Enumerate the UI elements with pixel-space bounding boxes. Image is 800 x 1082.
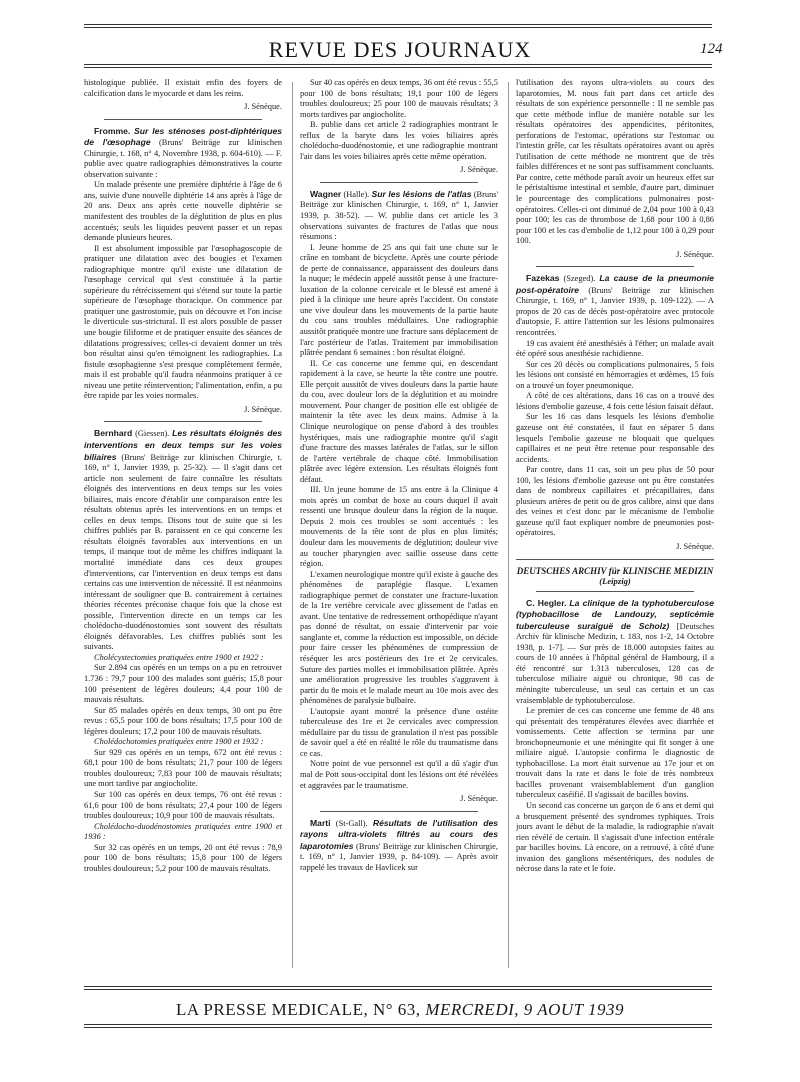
continued-text: Sur 40 cas opérés en deux temps, 36 ont été revus : 55,5 pour 100 de bons résultats; 19,1 pour 100 de légers troubles douloureux; 25 pour 100 de mauvais résultats; 3 morts tardives par angiocholite. — [300, 78, 498, 119]
stats-heading: Cholédochotomies pratiquées entre 1900 et 1932 : — [94, 737, 264, 747]
author-signature: J. Sénèque. — [244, 404, 282, 414]
stats-heading: Cholédocho-duodénostomies pratiquées entre 1900 et 1936 : — [84, 821, 282, 842]
article-place: (St-Gall). — [335, 818, 368, 828]
column-1 — [84, 78, 282, 970]
paragraph: A côté de ces altérations, dans 16 cas on a trouvé des lésions d'embolie gazeuse, 4 fois cette lésion faisait défaut. — [516, 391, 714, 411]
separator — [320, 811, 478, 812]
stats-text: Sur 929 cas opérés en un temps, 672 ont été revus : 68,1 pour 100 de bons résultats; 21,7 pour 100 de légers troubles douloureux; 7,83 pour 100 de mauvais résultats; une mort tardive par angiocholite. — [84, 747, 282, 789]
footer-journal: LA PRESSE MEDICALE, N° 63, — [175, 1000, 421, 1019]
article-reference: (Bruns' Beiträge zur klinischen Chirurgie, t. 169, n° 1, Janvier 1939, p. 84-109). — Après avoir rappelé les travaux de Havlicek sur — [300, 841, 498, 872]
top-rule-2 — [84, 27, 712, 28]
separator — [536, 266, 694, 267]
running-footer — [0, 1000, 800, 1020]
footer-rule — [84, 986, 712, 987]
article-author: Bernhard — [94, 428, 133, 439]
article-reference: [Deutsches Archiv für klinische Medizin, t. 183, nos 1-2, 14 Octobre 1938, p. 1-7]. — Sur près de 18.000 autopsies faites au cours de 10 années à l'hôpital général de Hambourg, il a été rencontré sur 1.313 tuberculoses, 128 cas de tuberculose miliaire aiguë ou chronique, 98 cas de méningite tuberculeuse, un seul cas certain et un cas vraisemblable de typhotuberculose. — [516, 621, 714, 705]
author-signature: J. Sénèque. — [244, 102, 282, 112]
author-signature: J. Sénèque. — [460, 794, 498, 804]
footer-rule-3 — [84, 1024, 712, 1025]
article-fazekas — [516, 273, 714, 338]
separator — [536, 591, 694, 592]
article-hegler — [516, 598, 714, 706]
article-title: Les résultats éloignés des interventions en deux temps sur les voies biliaires — [84, 428, 282, 462]
column-2 — [300, 78, 498, 970]
article-columns — [84, 78, 714, 970]
paragraph: L'autopsie ayant montré la présence d'une ostéite tuberculeuse des 1re et 2e cervicales avec compression médullaire par du tissu de granulation il n'est pas possible de savoir quel a été en réalité le rôle du traumatisme dans ce cas. — [300, 706, 498, 758]
stats-text: Sur 32 cas opérés en un temps, 20 ont été revus : 78,9 pour 100 de bons résultats; 15,8 pour 100 de légers troubles douloureux; 5,2 pour 100 de mauvais résultats. — [84, 842, 282, 873]
article-reference: (Bruns' Beiträge zur klinischen Chirurgie, t. 169, n° 1, Janvier 1939, p. 25-32). — Il s'agit dans cet article non seulement de faire connaître les résultats éloignés des interventions en deux temps sur les voies biliaires, mais encore d'établir une comparaison entre les résultats obtenus après les interventions en un temps et celles en deux temps. Disons tout de suite que si les chiffres publiés par B. paraissent en ce qui concerne les résultats éloignés favorables aux interventions en un temps, il manque tout de même les chiffres indiquant la mortalité immédiate dans ces deux groupes d'interventions, car l'intervention en deux temps est dans certains cas une intervention de nécessité. Il est néanmoins intéressant de souligner que B. contrairement à certaines théories récentes préconise chaque fois que la chose est possible, l'intervention directe en un temps car les cholédocho-duodénostomies sont souvent des résultats éloignés défavorables. Les chiffres publiés sont les suivants. — [84, 452, 282, 652]
article-title: La cause de la pneumonie post-opératoire — [516, 273, 714, 295]
article-author: Wagner — [310, 188, 342, 199]
paragraph: Par contre, dans 11 cas, soit un peu plus de 50 pour 100, les lésions d'embolie gazeuse ont pu être constatées dans de nombreux capillaires et précapillaires, dans plusieurs artères de petit ou de gros calibre, ainsi que dans des veines et c'est donc par le mécanisme de l'embolie gazeuse qu'il faut expliquer nombre de pneumonies post-opératoires. — [516, 465, 714, 538]
footer-rule-4 — [84, 1027, 712, 1028]
article-author: C. Hegler. — [526, 597, 567, 608]
paragraph: I. Jeune homme de 25 ans qui fait une chute sur le crâne en tombant de bicyclette. Après une courte période de perte de connaissance, apparaissent des douleurs dans la nuque; le médecin appelé aussitôt pense à une fracture-luxation de la colonne cervicale et le blessé est amené à pied à la clinique une heure après l'accident. On constate une vive douleur dans les mouvements de la partie haute du cou sans troubles médullaires. Une radiographie aussitôt pratiquée montre une fracture sans déplacement de l'arc postérieur de l'atlas. Traitement par immobilisation plâtrée pendant 6 semaines : bon résultat éloigné. — [300, 242, 498, 358]
separator — [104, 119, 262, 120]
section-subtitle: (Leipzig) — [599, 576, 631, 587]
paragraph: Sur ces 20 décès ou complications pulmonaires, 5 fois les lésions ont consisté en hémorragies et œdèmes, 15 fois on a trouvé un foyer pneumonique. — [516, 359, 714, 390]
paragraph: Le premier de ces cas concerne une femme de 48 ans qui présentait des températures élevées avec diarrhée et vomissements. Cette affection se termina par une bronchopneumonie et une méningite qui fit songer à une miliaire aiguë. L'autopsie confirma le diagnostic de typhobacillose. La mort était survenue au 17e jour et on trouvait dans la rate et dans le foie de très nombreux bacilles provenant vraisemblablement d'un ganglion tuberculeux caséifié. Il s'agissait de bacilles bovins. — [516, 706, 714, 800]
article-reference: (Bruns' Beiträge zur klinischen Chirurgie, t. 168, n° 4, Novembre 1938, p. 604-610). — F. publie avec quatre radiographies démonstratives la courte observation suivante : — [84, 138, 282, 179]
separator — [320, 182, 478, 183]
author-signature: J. Sénèque. — [676, 249, 714, 259]
article-author: Marti — [310, 817, 331, 828]
paragraph: Sur les 16 cas dans lesquels les lésions d'embolie gazeuse ont été constatées, il faut en séparer 5 dans lesquels l'embolie gazeuse ne bloquait que quelques capillaires et ne peut être retenue pour responsable des accidents. — [516, 412, 714, 464]
article-title: Sur les sténoses post-diphtériques de l'œsophage — [84, 125, 282, 148]
column-3 — [516, 78, 714, 970]
section-separator — [516, 559, 714, 560]
paragraph: Notre point de vue personnel est qu'il a dû s'agir d'un mal de Pott sous-occipital dont les lésions ont été révélées et aggravées par le traumatisme. — [300, 759, 498, 790]
article-place: (Halle). — [343, 189, 370, 199]
footer-rule-2 — [84, 989, 712, 990]
paragraph: L'examen neurologique montre qu'il existe à gauche des phénomènes de paraplégie flasque. L'examen radiographique permet de constater une fracture-luxation de la 1re vertèbre cervicale avec glissement de l'atlas en avant. Une tentative de redressement orthopédique n'ayant pas donné de résultat, on essaie d'intervenir par voie sanglante et, comme la réduction est impossible, on décide pour faire cesser les phénomènes de compression de réséquer les arcs postérieurs des 1re et 2e cervicales. Suture des parties molles et immobilisation plâtrée. Après une amélioration progressive les troubles s'aggravent à partir du 8e mois et le malade meurt au 10e mois avec des phénomènes de paralysie bulbaire. — [300, 569, 498, 706]
header-rule-2 — [84, 67, 712, 68]
footer-date: MERCREDI, 9 AOUT 1939 — [425, 1000, 625, 1019]
article-title: Résultats de l'utilisation des rayons ultra-violets filtrés au cours des laparotomies — [300, 817, 498, 851]
article-fromme — [84, 126, 282, 181]
stats-text: Sur 2.894 cas opérés en un temps on a pu en retrouver 1.736 : 79,7 pour 100 des malades sont guéris; 15,8 pour 100 présentent de légères douleurs; 4,4 pour 100 de mauvais résultats. — [84, 663, 282, 705]
running-header-title: REVUE DES JOURNAUX — [268, 37, 532, 62]
continued-text: histologique publiée. Il existait enfin des foyers de calcification dans le myocarde et dans les reins. — [84, 78, 282, 98]
stats-text: Sur 85 malades opérés en deux temps, 30 ont pu être revus : 65,5 pour 100 de bons résultats; 17,5 pour 100 de légères douleurs; 17,2 pour 100 de mauvais résultats. — [84, 705, 282, 736]
article-title: Sur les lésions de l'atlas — [371, 188, 472, 199]
paragraph: III. Un jeune homme de 15 ans entre à la Clinique 4 mois après un combat de boxe au cours duquel il avait ressenti une brusque douleur dans la région de la nuque. Depuis 2 mois ces troubles se sont accentués : les mouvements de la tête sont de plus en plus limités; douleur dans les mouvements de déglutition; douleur vive au toucher pharyngien avec saillie osseuse dans cette région. — [300, 485, 498, 569]
article-place: (Szeged). — [563, 274, 596, 284]
stats-heading: Cholécystectomies pratiquées entre 1900 et 1922 : — [94, 652, 264, 662]
paragraph: Un second cas concerne un garçon de 6 ans et demi qui a brusquement présenté des syndromes typhiques. Trois jours avant le début de la maladie, la radiographie n'avait rien révélé de certain. Il s'agissait d'une infection entérale par bacilles bovins. Là encore, on a retrouvé, à côté d'une invasion des ganglions mésentériques, des nodules de nécrose dans la rate et le foie. — [516, 801, 714, 874]
article-author: Fromme. — [94, 125, 131, 136]
stats-text: Sur 100 cas opérés en deux temps, 76 ont été revus : 61,6 pour 100 de bons résultats; 27,4 pour 100 de légers troubles douloureux; 10,9 pour 100 de mauvais résultats. — [84, 790, 282, 821]
header-rule — [84, 64, 712, 65]
paragraph: II. Ce cas concerne une femme qui, en descendant rapidement à la cave, se heurte la tête contre une poutre. Elle perçoit aussitôt de vives douleurs dans la partie haute du cou, avec douleur lors de la déglutition et au moindre mouvement. Pour changer de position elle est obligée de maintenir la tête avec les deux mains. Admise à la Clinique neurologique on pense d'abord à des troubles hystériques, mais une radiographie montre qu'il s'agit d'une fracture des masses latérales de l'atlas, sur le sillon de l'artère vertébrale de chaque côté. Immobilisation plâtrée avec légère extension. Les résultats éloignés font défaut. — [300, 358, 498, 484]
paragraph: Un malade présente une première diphtérie à l'âge de 6 ans, suivie d'une nouvelle diphtérie 14 ans après à l'âge de 20 ans. Deux ans après cette nouvelle diphtérie se manifestent des troubles de la déglutition de plus en plus accentués; seuls les liquides peuvent passer et un repas demande plusieurs heures. — [84, 180, 282, 243]
article-bernhard — [84, 428, 282, 652]
article-place: (Giessen). — [135, 429, 170, 439]
article-title: La clinique de la typhotuberculose (typhobacillose de Landouzy, septicémie tuberculeuse suraiguë de Scholz) — [516, 597, 714, 631]
article-reference: (Bruns' Beiträge zur klinischen Chirurgie, t. 169, n° 1, Janvier 1939, p. 109-122). — A propos de 20 cas de décès post-opératoire avec protocole d'autopsie, F. attire l'attention sur les lésions pulmonaires rencontrées. — [516, 285, 714, 338]
article-marti — [300, 818, 498, 874]
continued-text: l'utilisation des rayons ultra-violets au cours des laparotomies, M. nous fait part dans cet article des résultats de son expérience personnelle : Il ne semble pas que cette méthode influe de manière notable sur les résultats opératoires des appendicites, péritonites, perforations de l'estomac, opérations sur l'estomac ou l'intestin grêle, car les résultats opératoires avant ou après l'utilisation de cette méthode ne montrent que de très faibles différences et ne sont pas suffisamment concluants. Par contre, cette méthode paraît avoir un heureux effet sur le péristaltisme intestinal et semble, d'autre part, diminuer le pourcentage des complications pulmonaires post-opératoires. Celles-ci ont diminué de 2,04 pour 100 à 0,43 pour 100; les cas de thrombose de 1,68 pour 100 à 0,86 pour 100 et les cas d'embolie de 1,12 pour 100 à 0,29 pour 100. — [516, 78, 714, 246]
page-number: 124 — [700, 41, 723, 57]
paragraph: Il est absolument impossible par l'œsophagoscopie de pratiquer une dilatation avec des bougies et l'examen radiographique montre qu'il existe une dilatation de l'œsophage cervical qui s'est constituée à la partie supérieure du rétrécissement qui s'étend sur toute la partie supérieure de l'œsophage thoracique. On commence par pratiquer une gastrostomie, puis on découvre et l'on incise le diverticule sus-strictural. Il est alors possible de passer une bougie filiforme et de pratiquer ensuite des séances de dilatations progressives; celles-ci devaient donner un très bon résultat ainsi qu'en témoignent les radiographies. La fistule œsophagienne s'est presque complètement fermée, mais il est probable qu'il faudra néanmoins pratiquer à ce niveau une petite réintervention; l'alimentation, enfin, a pu être rapide par les voies normales. — [84, 243, 282, 401]
article-wagner — [300, 189, 498, 243]
author-signature: J. Sénèque. — [460, 165, 498, 175]
paragraph: 19 cas avaient été anesthésiés à l'éther; un malade avait été opéré sous anesthésie rachidienne. — [516, 338, 714, 359]
author-signature: J. Sénèque. — [676, 541, 714, 551]
separator — [104, 421, 262, 422]
top-rule — [84, 24, 712, 25]
article-reference: (Bruns' Beiträge zur klinischen Chirurgie, t. 169, n° 1, Janvier 1939, p. 38-52). — W. publie dans cet article les 3 observations suivantes de fractures de l'atlas que nous résumons : — [300, 189, 498, 242]
paragraph: B. publie dans cet article 2 radiographies montrant le reflux de la baryte dans les voies biliaires après cholédocho-duodénostomie, et une radiographie montrant l'air dans les voies biliaires après cette même opération. — [300, 120, 498, 161]
section-title: DEUTSCHES ARCHIV für KLINISCHE MEDIZIN — [516, 565, 714, 576]
article-author: Fazekas — [526, 273, 560, 284]
